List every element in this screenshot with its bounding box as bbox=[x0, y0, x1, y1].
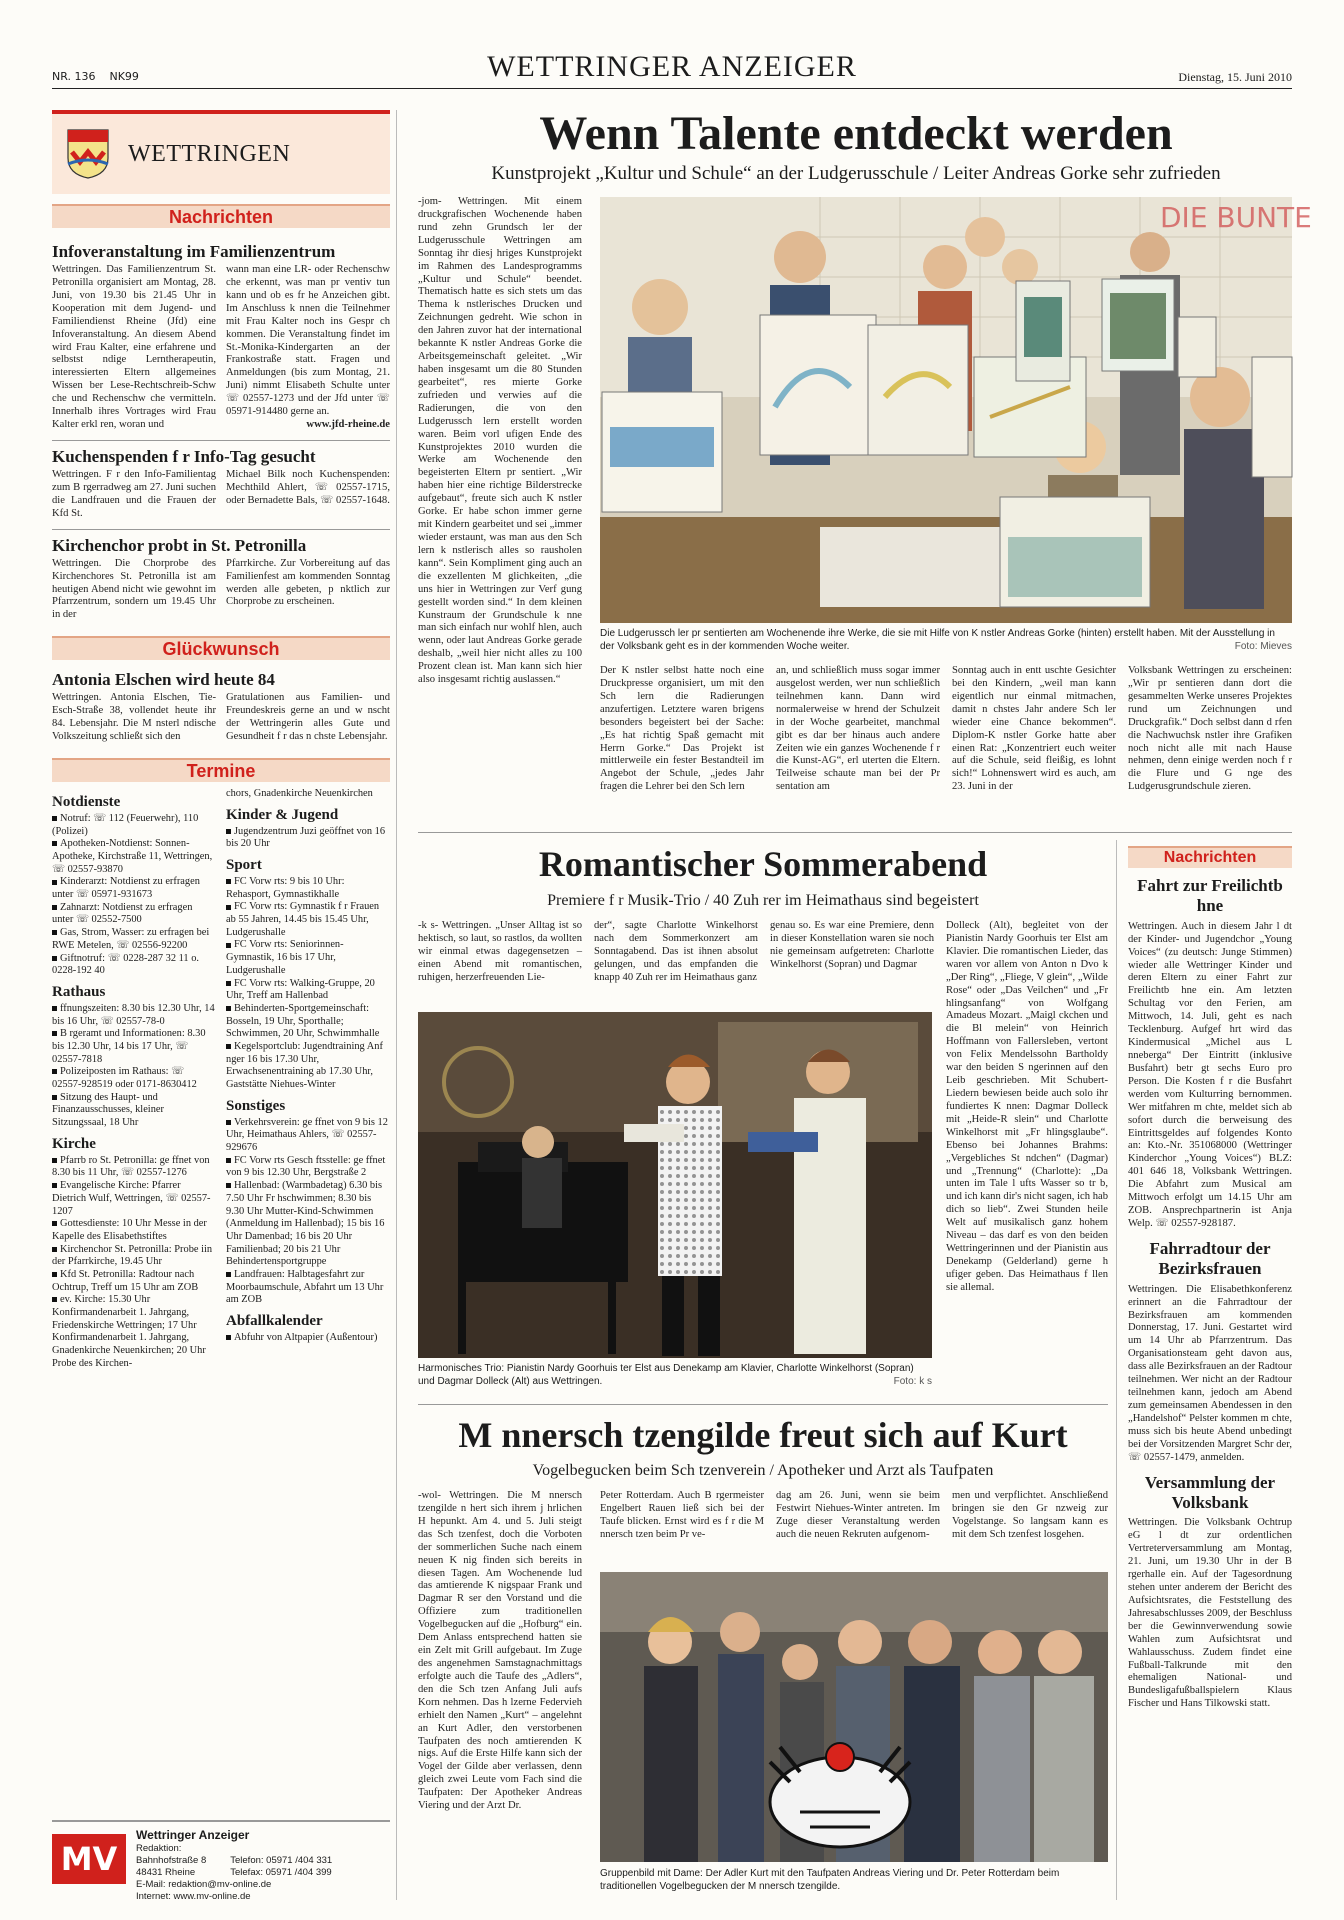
termine-entry-text: Kirchenchor St. Petronilla: Probe iin der Pfarrkirche, 19.45 Uhr bbox=[52, 1243, 213, 1268]
issue-date: Dienstag, 15. Juni 2010 bbox=[1178, 70, 1292, 84]
bullet-icon bbox=[226, 829, 231, 834]
bullet-icon bbox=[52, 1031, 57, 1036]
bullet-icon bbox=[52, 905, 57, 910]
bullet-icon bbox=[226, 943, 231, 948]
article2-text: genau so. Es war eine Premiere, denn in dieser Konstellation waren sie noch nie gemeinsam aufgetreten: Charlotte Winkelhorst (Sopran) und Dagmar bbox=[770, 920, 934, 970]
bullet-icon bbox=[226, 1272, 231, 1277]
termine-category: Abfallkalender bbox=[226, 1313, 323, 1330]
termine-entry-text: Behinderten-Sportgemeinschaft: Bosseln, 19 Uhr, Sporthalle; Schwimmen, 20 Uhr, Schwimmhalle bbox=[226, 1002, 380, 1040]
termine-entry bbox=[52, 953, 216, 978]
termine-entry-text: FC Vorw rts: 9 bis 10 Uhr: Rehasport, Gymnastikhalle bbox=[226, 876, 345, 900]
termine-entry-text: B rgeramt und Informationen: 8.30 bis 12.30 Uhr, 14 bis 17 Uhr, ☏ 02557-7818 bbox=[52, 1028, 206, 1065]
news-text: Wettringen. F r den Info-Familientag zum B rgerradweg am 27. Juni suchen die Landfrauen und die Frauen der Kfd St. bbox=[52, 468, 216, 519]
divider bbox=[418, 1404, 1108, 1405]
termine-entry-text: Abfuhr von Altpapier (Außentour) bbox=[234, 1332, 378, 1344]
birthday-headline: Antonia Elschen wird heute 84 bbox=[52, 670, 275, 690]
sidebar-text: Wettringen. Die Elisabethkonferenz erinnert an die Fahrradtour der Bezirksfrauen am kommenden Donnerstag, 17. Juni. Gestartet wird um 14 Uhr ab Pfarrzentrum. Das Organisationsteam geht davon aus, dass alle Bezirksfrauen an der Radtour teilnehmen. Wer nicht an der Radtour teilnehmen kann, jedoch am Abend zum gemeinsamen Abendessen in den „Handelshof“ Pelster kommen m chte, muss sich bis heute Abend unbedingt bei der Vorsitzenden Margret Schr der, ☏ 02557-1479, anmelden. bbox=[1128, 1283, 1292, 1463]
birthday-text: Wettringen. Antonia Elschen, Tie-Esch-Straße 38, vollendet heute ihr 84. Lebensjahr. Die M nsterl ndische Volkszeitung schließt sich den bbox=[52, 692, 216, 743]
photo-credit: Foto: k s bbox=[893, 1375, 932, 1387]
bullet-icon bbox=[226, 1120, 231, 1125]
termine-entry bbox=[226, 788, 390, 801]
article3-photo-caption bbox=[600, 1868, 1108, 1893]
divider bbox=[52, 440, 390, 441]
sidebar-text: Wettringen. Die Volksbank Ochtrup eG l dt zur ordentlichen Vertreterversammlung am Montag, 21. Juni, um 19.30 Uhr in der B rgerhalle ein. Auf der Tagesordnung stehen unter anderem der Bericht des Aufsichtsrates, die Feststellung des Jahresabschlusses 2009, der Beschluss ber die Gewinnverwendung sowie Wahlen zum Aufsichtsrat und Wahlausschuss. Zudem findet eine Fußball-Talkrunde mit den ehemaligen National- und Bundesligafußballspielern Klaus Fischer und Hans Tilkowski statt. bbox=[1128, 1517, 1292, 1710]
news-text: Pfarrkirche. Zur Vorbereitung auf das Familienfest am kommenden Sonntag werden alle gebeten, p nktlich zur Chorprobe zu erscheinen. bbox=[226, 557, 390, 608]
article1-headline: Wenn Talente entdeckt werden bbox=[539, 107, 1173, 160]
footer-editorial-label: Redaktion: bbox=[136, 1843, 182, 1854]
article3-text: Peter Rotterdam. Auch B rgermeister Engelbert Rauen ließ sich bei der Taufe blicken. Ernst wird es f r die M nnersch tzen beim Pr ve- bbox=[600, 1490, 764, 1540]
article3-text: -wol- Wettringen. Die M nnersch tzengilde n hert sich ihrem j hrlichen H hepunkt. Am 4. und 5. Juli steigt das Sch tzenfest, doch die Vorboten der sommerlichen Suche nach einem neuen K nig finden sich bereits in diesen Tagen. Am Wochenende lud das amtierende K nigspaar Frank und Dagmar R ser den Vorstand und die Offiziere zum traditionellen Vogelbegucken auf die „Hofburg“ ein. Dem Anlass entsprechend hatten sie ein Zelt mit Grill aufgebaut. Im Zuge des angenehmen Samstagnachmittags erfolgte auch die Taufe des „Adlers“, den die Sch tzen Anfang Juli aufs Korn nehmen. Das h lzerne Federvieh erhielt den Namen „Kurt“ – angelehnt an Kurt Adler, den verstorbenen Taufpaten des noch amtierenden K nigs. Auf die Erste Hilfe kann sich der Vogel der Gilde aber verlassen, denn gleich zwei Leute vom Fach sind die Taufpaten: Der Apotheker Andreas Viering und der Arzt Dr. bbox=[418, 1490, 582, 1812]
bullet-icon bbox=[226, 905, 231, 910]
bullet-icon bbox=[226, 1158, 231, 1163]
termine-entry-text: ev. Kirche: 15.30 Uhr Konfirmandenarbeit 1. Jahrgang, Friedenskirche Wettringen; 17 Uhr Konfirmandenarbeit 1. Jahrgang, Gnadenkirche Neuenkirchen; 20 Uhr Probe des Kirchen- bbox=[52, 1294, 206, 1369]
bullet-icon bbox=[226, 1335, 231, 1340]
caption-text: Gruppenbild mit Dame: Der Adler Kurt mit den Taufpaten Andreas Viering und Dr. Peter Rotterdam beim traditionellen Vogelbegucken der M nnersch tzengilde. bbox=[600, 1868, 1060, 1892]
article3-photo bbox=[600, 1572, 1108, 1862]
termine-entry bbox=[52, 1269, 216, 1294]
termine-entry bbox=[226, 939, 390, 977]
caption-text: Harmonisches Trio: Pianistin Nardy Goorhuis ter Elst aus Denekamp am Klavier, Charlotte Winkelhorst (Sopran) und Dagmar Dolleck (Alt) aus Wettringen. bbox=[418, 1363, 914, 1387]
bullet-icon bbox=[52, 1158, 57, 1163]
termine-entry bbox=[226, 1003, 390, 1041]
svg-text:DIE BUNTE: DIE BUNTE bbox=[1160, 201, 1312, 234]
town-name: WETTRINGEN bbox=[128, 140, 291, 167]
divider bbox=[418, 832, 1292, 833]
article2-text: Dolleck (Alt), begleitet von der Pianistin Nardy Goorhuis ter Elst am Klavier. Die romantischen Lieder, das waren vor allem von Anton n Dvo k „Der Ring“, „Fliege, V glein“, „Wilde Rose“ oder „Das Veilchen“ und „Fr hlingsanfang“ von Wolfgang Amadeus Mozart. „Maigl ckchen und die Bl melein“ von Heinrich Hoffmann von Fallersleben, vertont von Felix Mendelssohn Bartholdy war den beiden S ngerinnen auf den Leib geschrieben. Mit Schubert-Liedern bewiesen beide auch solo ihr fundiertes K nnen: Dagmar Dolleck mit „Heide-R slein“ und Charlotte Winkelhorst mit „Fr hlingsglaube“. Ebenso bei Johannes Brahms: „Vergebliches St ndchen“ (Dagmar) und „Trennung“ (Charlotte): „Da unten im Tale l ufts Wasser so tr b, und ich kann dir's nicht sagen, ich hab dich so lieb“. Zwei Stunden heile Welt auf musikalisch ganz hohem Niveau – das darf es von den beiden Wettringerinnen und der Pianistin aus Denekamp (Gelderland) gerne h ufiger geben. Das Heimathaus f llen sie allemal. bbox=[946, 920, 1108, 1293]
section-label-sidebar: Nachrichten bbox=[1128, 846, 1292, 868]
article2-subheadline: Premiere f r Musik-Trio / 40 Zuh rer im Heimathaus sind begeistert bbox=[547, 892, 979, 909]
termine-category: Sport bbox=[226, 857, 262, 874]
town-header bbox=[52, 110, 390, 194]
footer-address-street: Bahnhofstraße 8 bbox=[136, 1854, 207, 1866]
termine-entry bbox=[52, 927, 216, 952]
termine-entry bbox=[52, 813, 216, 838]
termine-entry bbox=[226, 1180, 390, 1269]
termine-entry-text: chors, Gnadenkirche Neuenkirchen bbox=[226, 787, 373, 799]
news-headline: Kirchenchor probt in St. Petronilla bbox=[52, 535, 307, 555]
news-text: Michael Bilk noch Kuchenspenden: Mechthild Ahlert, ☏ 02557-1715, oder Bernadette Bals, ☏ 02557-1648. bbox=[226, 468, 390, 506]
caption-text: Die Ludgerussch ler pr sentierten am Wochenende ihre Werke, die sie mit Hilfe von K nstler Andreas Gorke (hinten) erstellt haben. Mit der Ausstellung in der Volksbank geht es in der kommenden Woche weiter. bbox=[600, 628, 1275, 652]
bullet-icon bbox=[52, 930, 57, 935]
bullet-icon bbox=[52, 1006, 57, 1011]
termine-entry bbox=[52, 876, 216, 901]
termine-entry-text: Pfarrb ro St. Petronilla: ge ffnet von 8.30 bis 11 Uhr, ☏ 02557-1276 bbox=[52, 1154, 210, 1179]
column-divider bbox=[1116, 840, 1117, 1900]
sidebar-headline: Versammlung der Volksbank bbox=[1144, 1472, 1276, 1512]
termine-entry bbox=[226, 901, 390, 939]
termine-entry-text: FC Vorw rts Gesch ftsstelle: ge ffnet von 9 bis 12.30 Uhr, Bergstraße 2 bbox=[226, 1154, 386, 1179]
edition-code: NK99 bbox=[109, 70, 139, 83]
termine-entry bbox=[226, 826, 390, 851]
termine-entry bbox=[226, 1155, 390, 1180]
bullet-icon bbox=[226, 1044, 231, 1049]
termine-entry bbox=[52, 1066, 216, 1091]
article2-text: der“, sagte Charlotte Winkelhorst nach dem Sommerkonzert am Sonntagabend. Das ist ihnen absolut gelungen, und das empfanden die knapp 40 Zuh rer im Heimathaus ganz bbox=[594, 920, 758, 983]
section-label-nachrichten: Nachrichten bbox=[52, 204, 390, 228]
termine-entry bbox=[52, 1294, 216, 1370]
article3-subheadline: Vogelbegucken beim Sch tzenverein / Apotheker und Arzt als Taufpaten bbox=[532, 1462, 994, 1479]
termine-entry bbox=[52, 902, 216, 927]
masthead-rule bbox=[52, 88, 1292, 89]
article3-text: dag am 26. Juni, wenn sie beim Festwirt Niehues-Winter antreten. Im Zuge dieser Veranstaltung werden auch die neuen Rekruten aufgenom- bbox=[776, 1490, 940, 1540]
bullet-icon bbox=[52, 841, 57, 846]
termine-entry-text: ffnungszeiten: 8.30 bis 12.30 Uhr, 14 bis 16 Uhr, ☏ 02557-78-0 bbox=[52, 1002, 215, 1027]
article1-photo-caption bbox=[600, 628, 1292, 653]
bullet-icon bbox=[52, 1221, 57, 1226]
footer-address-city: 48431 Rheine bbox=[136, 1866, 196, 1878]
termine-entry bbox=[226, 1041, 390, 1092]
bullet-icon bbox=[52, 1297, 57, 1302]
article2-text: -k s- Wettringen. „Unser Alltag ist so hektisch, so laut, so rastlos, da wollten wir einmal etwas dagegensetzen – einen Abend mit romantischen, ruhigen, herzerfreuenden Lie- bbox=[418, 920, 582, 983]
termine-entry-text: Kinderarzt: Notdienst zu erfragen unter ☏ 05971-931673 bbox=[52, 876, 200, 901]
termine-entry bbox=[52, 1028, 216, 1066]
termine-entry-text: Giftnotruf: ☏ 0228-287 32 11 o. 0228-192 40 bbox=[52, 952, 200, 977]
termine-entry-text: Jugendzentrum Juzi geöffnet von 16 bis 20 Uhr bbox=[226, 825, 386, 850]
termine-entry-text: FC Vorw rts: Seniorinnen-Gymnastik, 16 bis 17 Uhr, Ludgerushalle bbox=[226, 939, 344, 976]
termine-entry-text: Landfrauen: Halbtagesfahrt zur Moorbaumschule, Abfahrt um 13 Uhr am ZOB bbox=[226, 1268, 384, 1306]
article1-text: -jom- Wettringen. Mit einem druckgrafischen Wochenende haben rund zehn Grundsch ler der Ludgerusschule Wettringen am Sonntag ihr diesj hriges Kunstprojekt im Rahmen des Landesprogramms „Kultur und Schule“ beendet. Thematisch hatte es sich stets um das Thema k nstlerisches Drucken und Zeichnungen gedreht. Wie schon in den Jahren zuvor hat der international bekannte K nstler Andreas Gorke die Arbeitsgemeinschaft geleitet. „Wir haben insgesamt um die 80 Stunden gearbeitet“, res mierte Gorke zufrieden und verwies auf die Radierungen, die von den Ludgerussch lern erstellt worden waren. Beim vorl ufigen Ende des Kunstprojektes 2010 wurden die Werke am Wochenende den begeisterten Eltern pr sentiert. „Wir haben hier eine richtige Bilderstrecke aufgebaut“, freute sich auch K nstler Gorke. Er habe schon immer gerne mit Kindern gearbeitet und sei „immer wieder erstaunt, was man aus den Sch lern k nstlerisch alles so rausholen kann“. Sein Kompliment ging auch an die exzellenten M glichkeiten, „die uns hier in Wettringen zur Verf gung gestellt worden sind.“ In dem kleinen Kunstraum der Grundschule k nne man sich einfach nur wohlf hlen, auch wenn, oder laut Andreas Gorke gerade deshalb, „weil hier nicht alles zu 100 Prozent clean ist. Man kann sich hier also insgesamt richtig auslassen.“ bbox=[418, 196, 582, 686]
section-label-glueckwunsch: Glückwunsch bbox=[52, 636, 390, 660]
news-text: wann man eine LR- oder Rechenschw che erkennt, was man pr ventiv tun kann und ob es fr he Anzeichen gibt. Im Anschluss k nnen die Teilnehmer mit Frau Kalter noch ins Gespr ch kommen. Die Veranstaltung findet im St.-Monika-Kindergarten an der Frankostraße statt. Fragen und Anmeldungen (bis zum Montag, 21. Juni) nimmt Elisabeth Schulte unter ☏ 02557-1273 und der Jfd unter ☏ 05971-914480 gerne an. bbox=[226, 264, 390, 418]
termine-category: Kinder & Jugend bbox=[226, 806, 339, 823]
publisher-logo: MV bbox=[52, 1834, 126, 1884]
termine-entry bbox=[52, 1218, 216, 1243]
termine-entry bbox=[52, 1155, 216, 1180]
termine-entry-text: Verkehrsverein: ge ffnet von 9 bis 12 Uhr, Heimathaus Ahlers, ☏ 02557-929676 bbox=[226, 1116, 388, 1154]
termine-entry-text: FC Vorw rts: Walking-Gruppe, 20 Uhr, Treff am Hallenbad bbox=[226, 977, 375, 1002]
bullet-icon bbox=[52, 816, 57, 821]
issue-number: NR. 136 bbox=[52, 70, 96, 83]
footer-email[interactable]: E-Mail: redaktion@mv-online.de bbox=[136, 1878, 272, 1890]
termine-entry-text: Apotheken-Notdienst: Sonnen-Apotheke, Kirchstraße 11, Wettringen, ☏ 02557-93870 bbox=[52, 838, 213, 875]
sidebar-news bbox=[1128, 846, 1292, 1896]
termine-entry-text: Kfd St. Petronilla: Radtour nach Ochtrup, Treff um 15 Uhr am ZOB bbox=[52, 1268, 199, 1293]
news-link[interactable]: www.jfd-rheine.de bbox=[306, 419, 390, 431]
news-headline: Infoveranstaltung im Familienzentrum bbox=[52, 242, 336, 261]
article2-headline: Romantischer Sommerabend bbox=[538, 844, 988, 884]
termine-entry bbox=[52, 1003, 216, 1028]
termine-entry bbox=[52, 838, 216, 876]
termine-entry bbox=[226, 978, 390, 1003]
newspaper-title: WETTRINGER ANZEIGER bbox=[487, 50, 857, 83]
termine-entry-text: Hallenbad: (Warmbadetag) 6.30 bis 7.50 Uhr Fr hschwimmen; 8.30 bis 9.30 Uhr Mutter-Kind-Schwimmen (Anmeldung im Hallenbad); 15 bis 16 Uhr Damenbad; 16 bis 20 Uhr Familienbad; 20 bis 21 Uhr Behindertensportgruppe bbox=[226, 1180, 385, 1268]
article1-text: an, und schließlich muss sogar immer ausgelost werden, wer nun schließlich teilnehmen kann. Dann wird normalerweise w hrend der Schulzeit in der Woche gearbeitet, manchmal gibt es dar ber hinaus auch andere Zeiten wie ein ganzes Wochenende f r die Kunst-AG“, erl uterten die Eltern. Teilweise schaute man bei der Pr sentation am bbox=[776, 665, 940, 793]
termine-entry bbox=[226, 1332, 390, 1345]
sidebar-headline: Fahrradtour der Bezirksfrauen bbox=[1149, 1238, 1271, 1279]
column-divider bbox=[396, 110, 397, 1900]
music-trio-photo bbox=[418, 1012, 932, 1358]
termine-entry-text: Gas, Strom, Wasser: zu erfragen bei RWE Metelen, ☏ 02556-92200 bbox=[52, 927, 210, 951]
termine-entry-text: Gottesdienste: 10 Uhr Messe in der Kapelle des Elisabethstiftes bbox=[52, 1218, 207, 1242]
termine-entry-text: Kegelsportclub: Jugendtraining Anf nger 16 bis 17.30 Uhr, Erwachsenentraining ab 17.30 Uhr, Gaststätte Niehues-Winter bbox=[226, 1040, 383, 1091]
footer-phone: Telefon: 05971 /404 331 bbox=[230, 1855, 333, 1866]
news-text: Wettringen. Das Familienzentrum St. Petronilla organisiert am Montag, 28. Juni, von 19.30 bis 21.45 Uhr in Kooperation mit dem Jugend- und Familiendienst Rheine (Jfd) eine Infoveranstaltung. An diesem Abend wird Frau Kalter, eine erfahrene und selbstst ndige Lerntherapeutin, interessierten Eltern allgemeines Wissen ber Lese-Rechtschreib-Schw che und Rechenschw che vermitteln. Innerhalb ihres Vortrages wird Frau Kalter erkl ren, woran und bbox=[52, 264, 216, 431]
termine-category: Kirche bbox=[52, 1135, 96, 1152]
news-headline: Kuchenspenden f r Info-Tag gesucht bbox=[52, 446, 316, 466]
bullet-icon bbox=[52, 1183, 57, 1188]
news-item bbox=[52, 469, 390, 521]
birthday-item bbox=[52, 692, 390, 744]
termine-entry bbox=[52, 1180, 216, 1218]
bullet-icon bbox=[52, 1095, 57, 1100]
bullet-icon bbox=[52, 1247, 57, 1252]
article3-text: men und verpflichtet. Anschließend bringen sie den Gr nzweig zur Vogelstange. So langsam kann es mit dem Sch tzenfest losgehen. bbox=[952, 1490, 1108, 1540]
bullet-icon bbox=[226, 879, 231, 884]
article1-subheadline: Kunstprojekt „Kultur und Schule“ an der Ludgerusschule / Leiter Andreas Gorke sehr zufrieden bbox=[491, 163, 1221, 184]
divider bbox=[52, 529, 390, 530]
article3-headline: M nnersch tzengilde freut sich auf Kurt bbox=[458, 1415, 1068, 1455]
bullet-icon bbox=[52, 1069, 57, 1074]
termine-entry-text: Polizeiposten im Rathaus: ☏ 02557-928519 oder 0171-8630412 bbox=[52, 1066, 197, 1091]
termine-column bbox=[226, 788, 390, 1371]
article2-photo-caption bbox=[418, 1363, 932, 1388]
publisher-footer bbox=[52, 1820, 390, 1902]
footer-fax: Telefax: 05971 /404 399 bbox=[230, 1866, 332, 1878]
termine-entry bbox=[52, 1092, 216, 1130]
termine-entry bbox=[226, 1117, 390, 1155]
news-item bbox=[52, 558, 390, 623]
termine-category: Rathaus bbox=[52, 983, 106, 1000]
news-item bbox=[52, 264, 390, 432]
termine-entry-text: Sitzung des Haupt- und Finanzausschusses, kleiner Sitzungssaal, 18 Uhr bbox=[52, 1091, 164, 1129]
sidebar-text: Wettringen. Auch in diesem Jahr l dt der Kinder- und Jugendchor „Young Voices“ (zu deutsch: Junge Stimmen) wieder alle Wettringer Kinder und deren Eltern zu einer Fahrt zur Freilichtb hne ein. Am letzten Schultag vor den Ferien, am Mittwoch, 14. Juli, geht es nach Tecklenburg. Aufgef hrt wird das Kindermusical „Michel aus L nneberga“ Der Eintritt (inklusive Busfahrt) betr gt sechs Euro pro Person. Die Kosten f r die Busfahrt werden vom Kulturring bernommen. Wer mitfahren m chte, meldet sich ab sofort durch die berweisung des Eintrittsgeldes auf folgendes Konto an: Kto.-Nr. 351068000 (Wettringer Kinderchor „Young Voices“) BLZ: 401 646 18, Volksbank Wettringen. Die Abfahrt zum Musical am Mittwoch erfolgt um 14.15 Uhr am ZOB. Ansprechpartnerin ist Anja Welp. ☏ 02557-928187. bbox=[1128, 920, 1292, 1229]
termine-entry bbox=[52, 1244, 216, 1269]
footer-paper-name: Wettringer Anzeiger bbox=[136, 1828, 250, 1842]
termine-column bbox=[52, 788, 216, 1371]
termine-entry bbox=[226, 1269, 390, 1307]
section-label-termine: Termine bbox=[52, 758, 390, 782]
sidebar-headline: Fahrt zur Freilichtb hne bbox=[1137, 876, 1283, 916]
article1-text: Der K nstler selbst hatte noch eine Druckpresse organisiert, um mit den Sch lern die Radierungen anzufertigen. Letztere waren brigens besonders begeistert bei der Sache: „Es hat richtig Spaß gemacht mit Herrn Gorke.“ Das Projekt ist mittlerweile ein fester Bestandteil im Angebot der Schule, „jedes Jahr fragen die Lehrer bei den Sch lern bbox=[600, 665, 764, 793]
article2-photo bbox=[418, 1012, 932, 1358]
bullet-icon bbox=[52, 880, 57, 885]
bullet-icon bbox=[226, 981, 231, 986]
article1-text: Sonntag auch in entt uschte Gesichter bei den Kindern, „weil man kann eigentlich nur einmal mitmachen, damit n chstes Jahr andere Sch ler wieder eine Chance bekommen“. Diplom-K nstler Gorke hatte aber einen Rat: „Konzentriert euch weiter auf die Schule, seid fleißig, es lohnt sich!“ Lohnenswert wird es auch, am 23. Juni in der bbox=[952, 665, 1116, 793]
town-crest-icon bbox=[66, 128, 110, 180]
termine-entry bbox=[226, 876, 390, 901]
termine-entry-text: FC Vorw rts: Gymnastik f r Frauen ab 55 Jahren, 14.45 bis 15.45 Uhr, Ludgerushalle bbox=[226, 901, 380, 938]
article1-text: Volksbank Wettringen zu erscheinen: „Wir pr sentieren dann dort die gesammelten Werke unseres Projektes rund um Zeichnungen und Druckgrafik.“ Doch selbst dann d rfen die Nachwuchsk nstler ihre Grafiken noch nicht alle mit nach Hause nehmen, denn einige werden noch f r die Flure und G nge des Ludgerusgrundschule zieren. bbox=[1128, 665, 1292, 793]
children-artwork-photo bbox=[600, 197, 1312, 623]
bullet-icon bbox=[52, 956, 57, 961]
footer-web[interactable]: Internet: www.mv-online.de bbox=[136, 1890, 251, 1902]
bullet-icon bbox=[52, 1272, 57, 1277]
bullet-icon bbox=[226, 1183, 231, 1188]
termine-list bbox=[52, 788, 390, 1371]
left-column bbox=[52, 110, 390, 1710]
shooting-club-group-photo bbox=[600, 1572, 1108, 1862]
birthday-text: Gratulationen aus Familien- und Freundeskreis gerne an und w nscht der Wettringerin alles Gute und Gesundheit f r das n chste Lebensjahr. bbox=[226, 692, 390, 743]
termine-entry-text: Notruf: ☏ 112 (Feuerwehr), 110 (Polizei) bbox=[52, 812, 199, 837]
bullet-icon bbox=[226, 1006, 231, 1011]
photo-credit: Foto: Mieves bbox=[1234, 640, 1292, 652]
article1-photo bbox=[600, 197, 1312, 623]
termine-entry-text: Zahnarzt: Notdienst zu erfragen unter ☏ 02552-7500 bbox=[52, 901, 193, 926]
termine-category: Notdienste bbox=[52, 793, 121, 810]
termine-entry-text: Evangelische Kirche: Pfarrer Dietrich Wulf, Wettringen, ☏ 02557-1207 bbox=[52, 1180, 211, 1217]
news-text: Wettringen. Die Chorprobe des Kirchenchores St. Petronilla ist am heutigen Abend nicht wie gewohnt im Pfarrzentrum, sondern um 19.45 Uhr in der bbox=[52, 557, 216, 621]
termine-category: Sonstiges bbox=[226, 1097, 286, 1114]
